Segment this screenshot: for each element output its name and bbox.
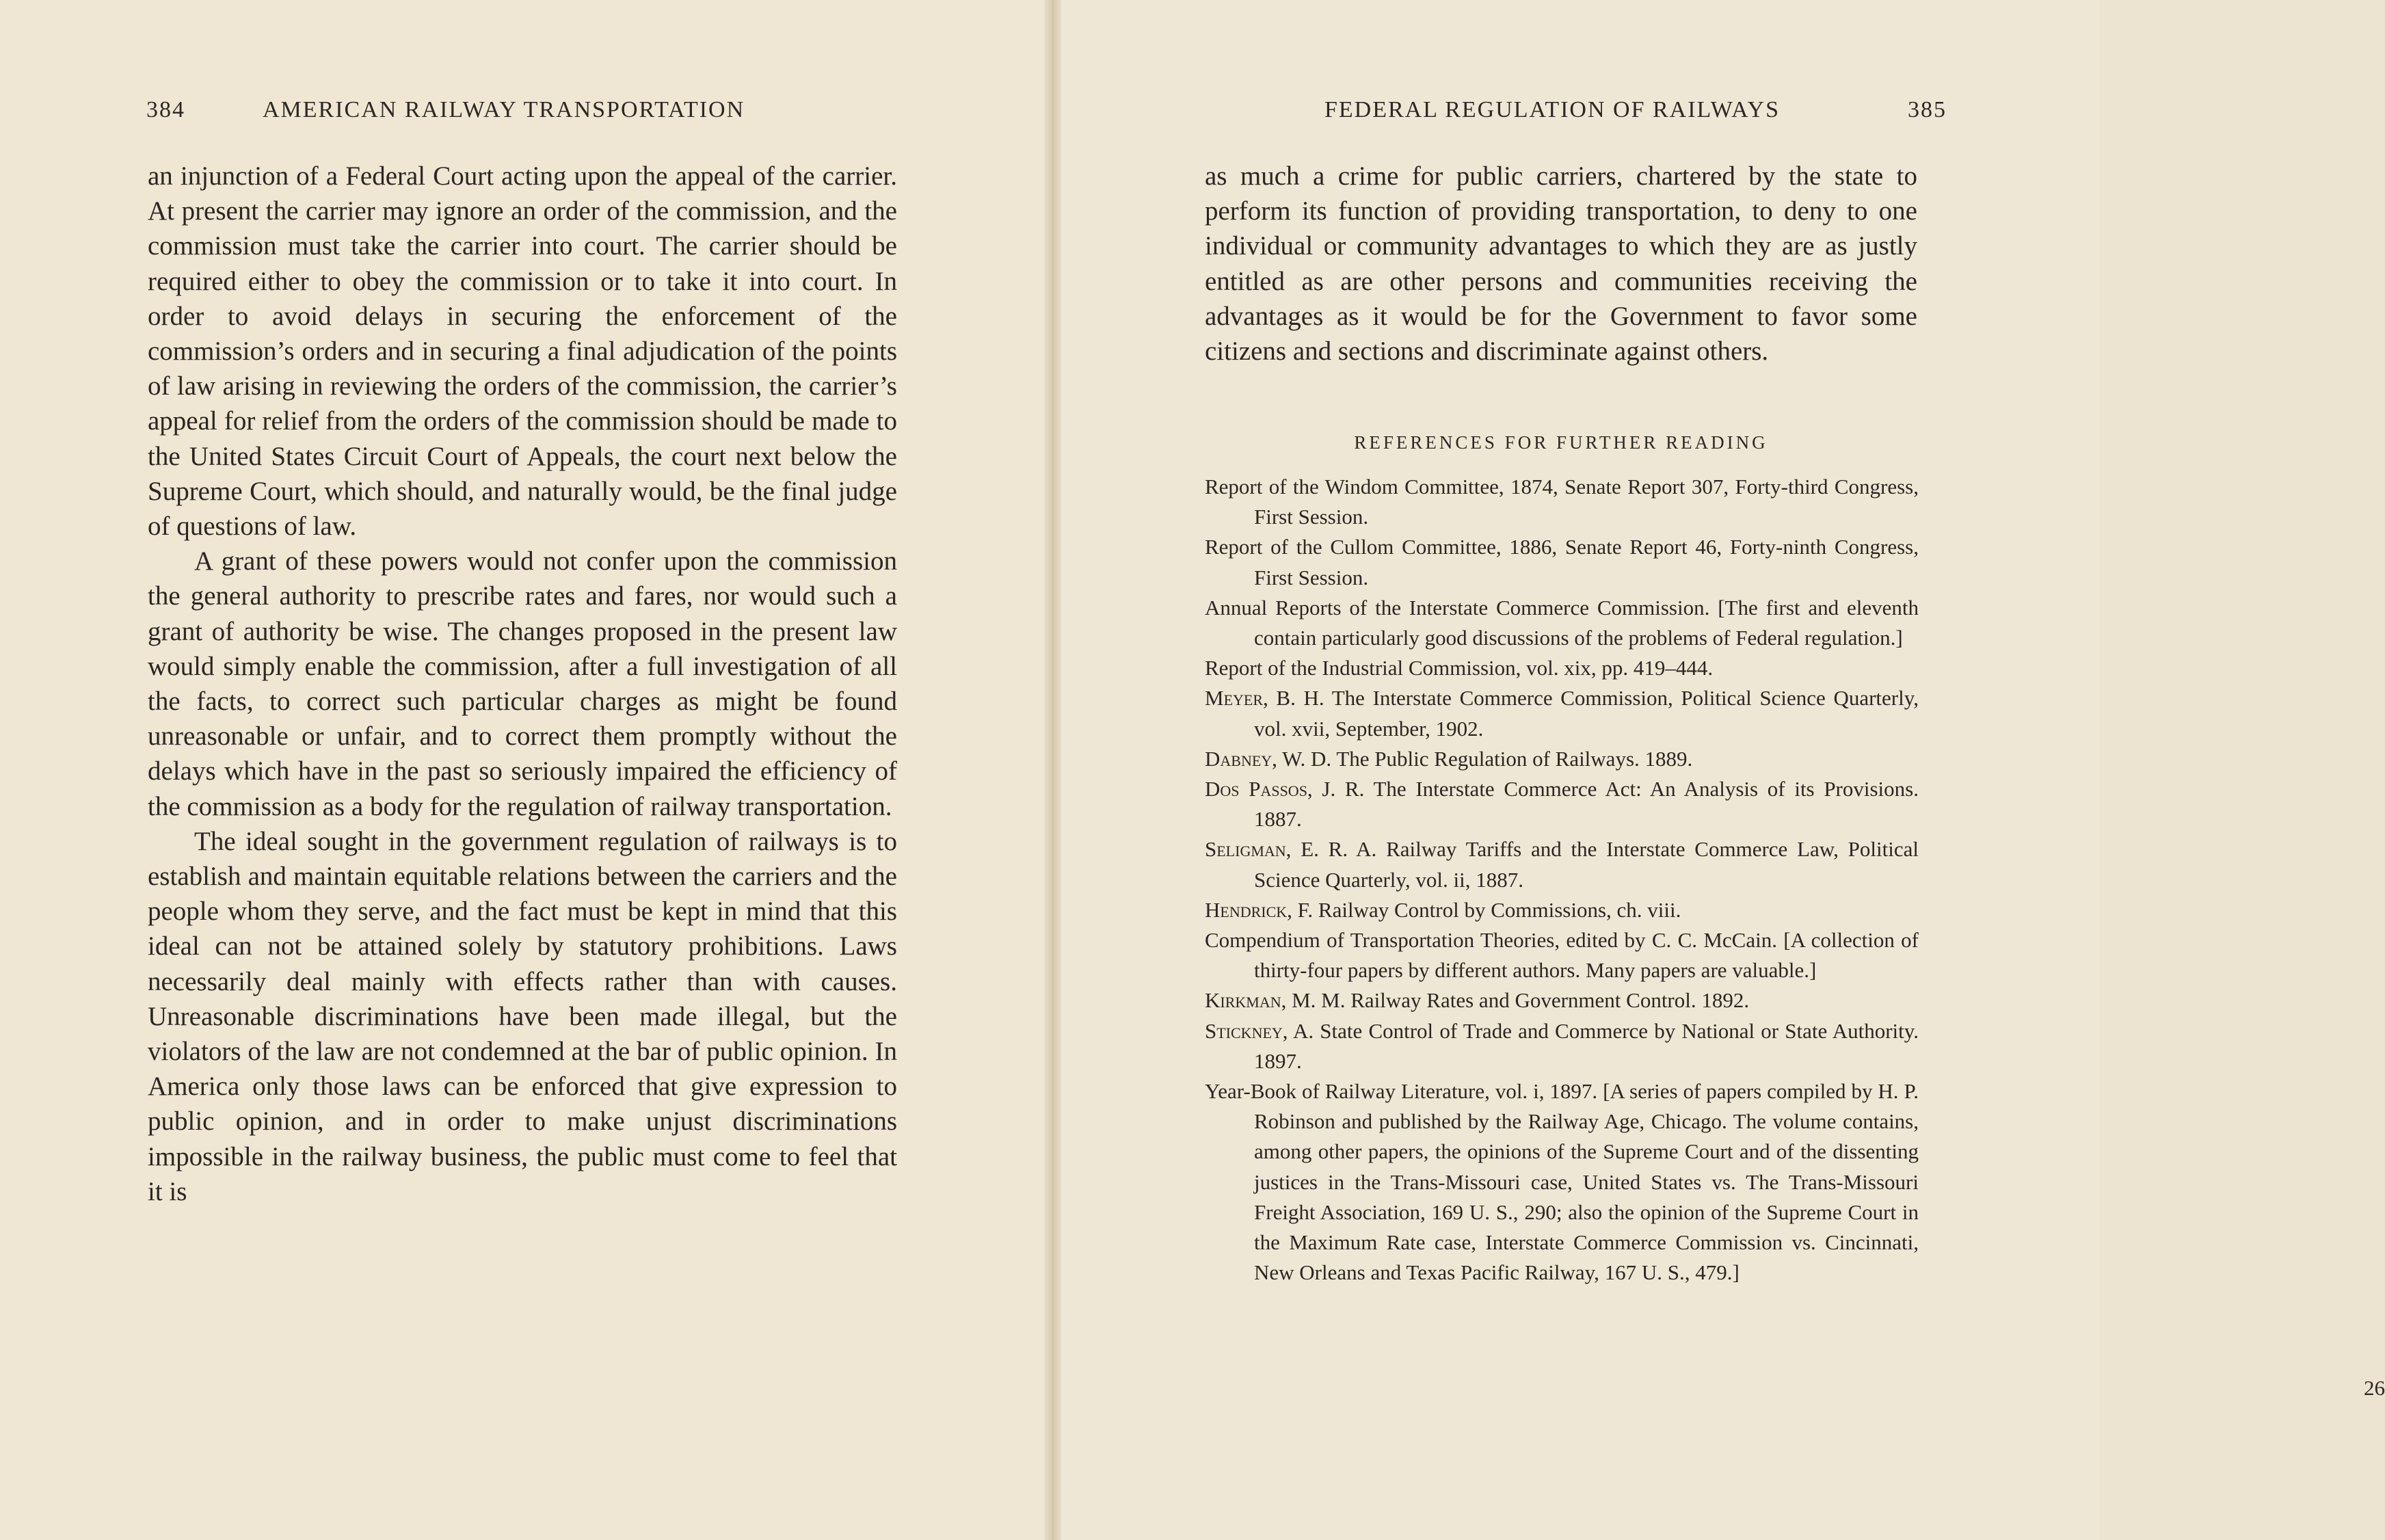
reference-item: Dos Passos, J. R. The Interstate Commerce Act: An Analysis of its Provisions. 1887. [1205, 777, 1919, 832]
reference-item: Annual Reports of the Interstate Commerce Commission. [The first and eleventh contain particularly good discussions of the problems of Federal regulation.] [1205, 595, 1919, 650]
reference-item: Kirkman, M. M. Railway Rates and Government Control. 1892. [1205, 988, 1750, 1013]
reference-item: Report of the Industrial Commission, vol. xix, pp. 419–444. [1205, 656, 1714, 680]
reference-item: Hendrick, F. Railway Control by Commissions, ch. viii. [1205, 897, 1681, 922]
reference-item: Dabney, W. D. The Public Regulation of Railways. 1889. [1205, 746, 1693, 771]
reference-item: Report of the Cullom Committee, 1886, Senate Report 46, Forty-ninth Congress, First Session. [1205, 535, 1919, 589]
reference-item: Stickney, A. State Control of Trade and Commerce by National or State Authority. 1897. [1205, 1018, 1919, 1073]
reference-author: Stickney, A. [1205, 1018, 1314, 1043]
left-paragraph-3: The ideal sought in the government regulation of railways is to establish and maintain equitable relations between the carriers and the people whom they serve, and the fact must be kept in mind that this ideal can not be attained solely by statutory prohibitions. Laws necessarily deal mainly with effects rather than with causes. Unreasonable discriminations have been made illegal, but the violators of the law are not condemned at the bar of public opinion. In America only those laws can be enforced that give expression to public opinion, and in order to make unjust discriminations impossible in the railway business, the public must come to feel that it is [148, 826, 897, 1206]
reference-item: Meyer, B. H. The Interstate Commerce Commission, Political Science Quarterly, vol. xvii, September, 1902. [1205, 686, 1919, 741]
right-page [1053, 0, 2385, 1540]
left-page [0, 0, 1053, 1540]
reference-author: Dos Passos, J. R. [1205, 777, 1365, 801]
left-page-body [148, 159, 897, 1209]
left-running-head: AMERICAN RAILWAY TRANSPORTATION [263, 97, 745, 122]
reference-item: Year-Book of Railway Literature, vol. i, 1897. [A series of papers compiled by H. P. Robinson and published by the Railway Age, Chicago. The volume contains, among other papers, the opinions of the Supreme Court and of the dissenting justices in the Trans-Missouri case, United States vs. The Trans-Missouri Freight Association, 169 U. S., 290; also the opinion of the Supreme Court in the Maximum Rate case, Interstate Commerce Commission vs. Cincinnati, New Orleans and Texas Pacific Railway, 167 U. S., 479.] [1205, 1079, 1919, 1285]
reference-item: Compendium of Transportation Theories, edited by C. C. McCain. [A collection of thirty-four papers by different authors. Many papers are valuable.] [1205, 928, 1919, 983]
reference-item: Report of the Windom Committee, 1874, Senate Report 307, Forty-third Congress, First Session. [1205, 475, 1919, 529]
signature-mark: 26 [2364, 1376, 2385, 1400]
left-paragraph-2: A grant of these powers would not confer upon the commission the general authority to prescribe rates and fares, nor would such a grant of authority be wise. The changes proposed in the present law would simply enable the commission, after a full investigation of all the facts, to correct such particular charges as might be found unreasonable or unfair, and to correct them promptly without the delays which have in the past so seriously impaired the efficiency of the commission as a body for the regulation of railway transportation. [148, 546, 897, 821]
reference-item: Seligman, E. R. A. Railway Tariffs and the Interstate Commerce Law, Political Science Quarterly, vol. ii, 1887. [1205, 837, 1919, 892]
references-list [1205, 472, 1919, 1288]
reference-author: Hendrick, F. [1205, 897, 1314, 922]
reference-author: Meyer, B. H. [1205, 686, 1324, 711]
right-running-head: FEDERAL REGULATION OF RAILWAYS [1324, 97, 1781, 122]
left-paragraph-1: an injunction of a Federal Court acting upon the appeal of the carrier. At present the carrier may ignore an order of the commission, and the commission must take the carrier into court. The carrier should be required either to obey the commission or to take it into court. In order to avoid delays in securing the enforcement of the commission’s orders and in securing a final adjudication of the points of law arising in reviewing the orders of the commission, the carrier’s appeal for relief from the orders of the commission should be made to the United States Circuit Court of Appeals, the court next below the Supreme Court, which should, and naturally would, be the final judge of questions of law. [148, 161, 897, 542]
reference-author: Dabney, W. D. [1205, 746, 1332, 771]
right-page-number: 385 [1908, 97, 1947, 122]
right-page-body [1205, 159, 1917, 369]
reference-author: Seligman, E. R. A. [1205, 837, 1377, 862]
left-page-number: 384 [146, 97, 185, 122]
reference-author: Kirkman, M. M. [1205, 988, 1346, 1013]
references-heading: REFERENCES FOR FURTHER READING [1354, 432, 1768, 453]
book-gutter [1045, 0, 1061, 1540]
right-paragraph-1: as much a crime for public carriers, chartered by the state to perform its function of providing transportation, to deny to one individual or community advantages to which they are as justly entitled as are other persons and communities receiving the advantages as it would be for the Government to favor some citizens and sections and discriminate against others. [1205, 161, 1917, 367]
